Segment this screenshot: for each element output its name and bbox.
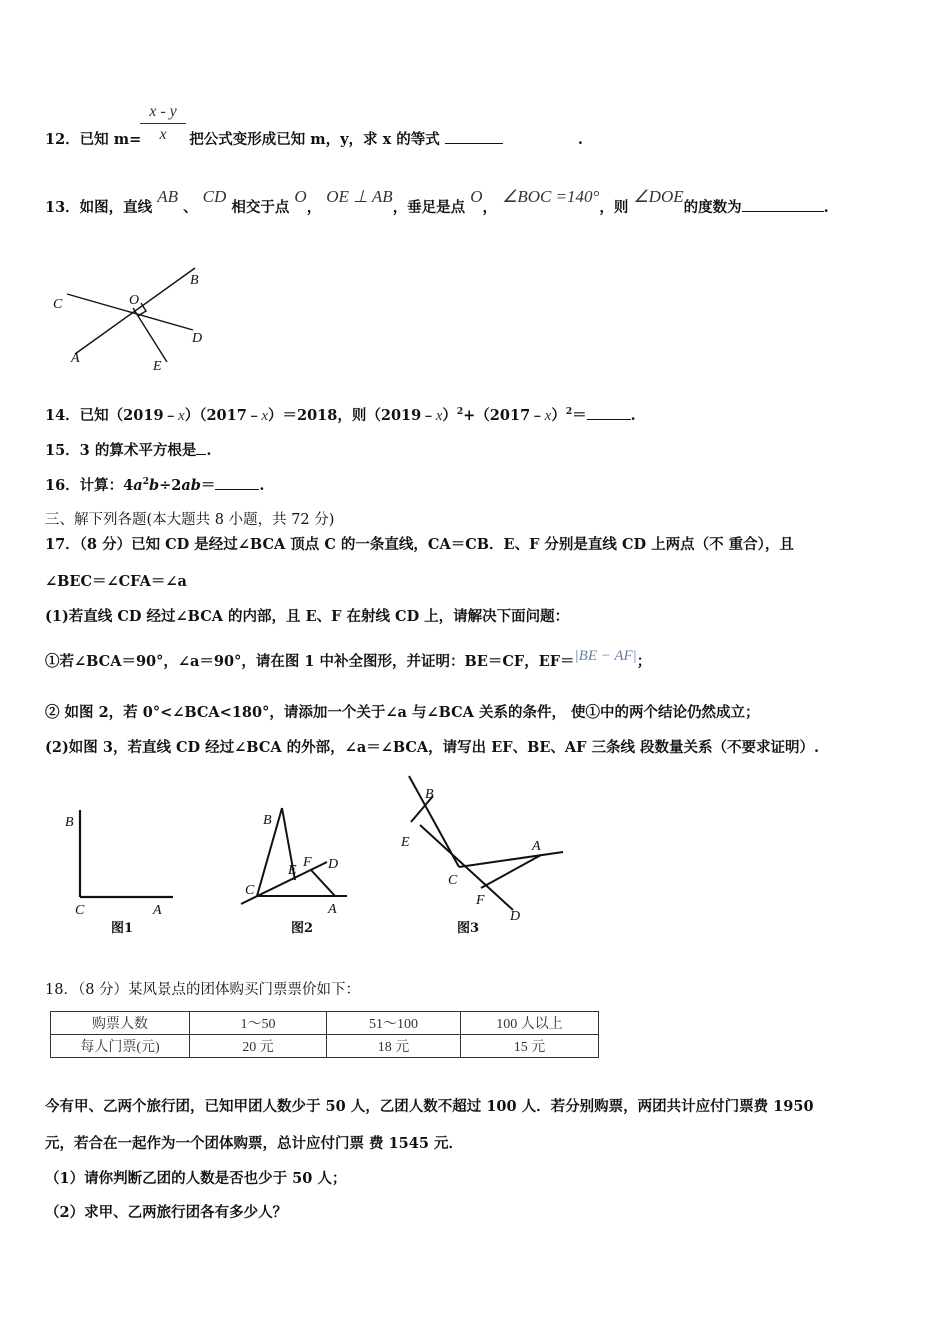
- q13-prefix: 13．如图，直线: [45, 199, 153, 216]
- q16-b: b: [148, 477, 160, 494]
- fig2-label-b: B: [263, 813, 272, 828]
- q14-sq1: 2: [456, 407, 464, 418]
- fig13-label-a: A: [71, 351, 80, 366]
- q14-x4: x: [544, 408, 552, 424]
- q13-comma2: ，: [482, 199, 498, 216]
- q16-line: [45, 474, 264, 495]
- q16-rest: ÷2: [159, 477, 182, 494]
- fig13-label-e: E: [153, 359, 162, 374]
- q15-answer-blank[interactable]: [196, 454, 206, 455]
- q13-line: [45, 187, 829, 217]
- q15-text: 15．3 的算术平方根是: [45, 442, 197, 459]
- q14-x2: x: [261, 408, 268, 424]
- fig13-label-c: C: [53, 297, 63, 312]
- q18-paragraph2: 元，若合在一起作为一个团体购票，总计应付门票 费 1545 元．: [45, 1135, 463, 1152]
- fig3-caption: 图3: [457, 921, 480, 936]
- q14-part4: ）: [442, 407, 457, 424]
- q13-answer-blank[interactable]: [742, 211, 824, 212]
- q18-title: 18．（8 分）某风景点的团体购买门票票价如下：: [45, 982, 361, 998]
- fig2-label-f: F: [303, 855, 312, 870]
- q17-figure1: [55, 800, 185, 920]
- table-cell: 51～100: [327, 1012, 461, 1035]
- q17-line6: (2)如图 3，若直线 CD 经过∠BCA 的外部，∠a＝∠BCA，请写出 EF、BE、AF 三条线 段数量关系（不要求证明）.: [45, 739, 820, 756]
- q12-line: [45, 128, 583, 149]
- q14-end: .: [630, 407, 636, 424]
- q12-numerator: x - y: [140, 103, 186, 124]
- q15-line: [45, 439, 211, 460]
- q13-foot: ，垂足是点: [392, 199, 466, 216]
- q14-x1: x: [178, 408, 185, 424]
- q17-line3: (1)若直线 CD 经过∠BCA 的内部，且 E、F 在射线 CD 上，请解决下面问题：: [45, 608, 570, 625]
- q14-answer-blank[interactable]: [587, 419, 631, 420]
- q17-formula: |BE − AF|: [574, 648, 637, 664]
- fig1-label-c: C: [75, 903, 85, 918]
- q18-subquestion1: （1）请你判断乙团的人数是否也少于 50 人；: [45, 1170, 347, 1187]
- q17-line4-text: ①若∠BCA＝90°，∠a＝90°，请在图 1 中补全图形，并证明：BE＝CF，EF＝: [45, 653, 575, 670]
- q12-prefix: 12．已知 m=: [45, 131, 142, 148]
- table-cell: 18 元: [327, 1035, 461, 1058]
- q13-figure: [45, 262, 215, 374]
- section3-heading: 三、解下列各题(本大题共 8 小题，共 72 分): [45, 512, 335, 528]
- q14-part6: ）: [551, 407, 566, 424]
- q16-eq: ＝: [200, 477, 216, 494]
- fig3-label-e: E: [401, 835, 410, 850]
- fig2-label-e: E: [288, 863, 297, 878]
- q13-comma1: ，: [306, 199, 322, 216]
- fig1-label-b: B: [65, 815, 74, 830]
- q13-line-ab: AB: [157, 187, 179, 206]
- q17-line4: [45, 650, 651, 671]
- q14-part3: ）＝2018，则（2019﹣: [268, 407, 436, 424]
- q16-a: a: [133, 477, 143, 494]
- fig13-label-d: D: [192, 331, 203, 346]
- fig3-label-d: D: [510, 909, 521, 924]
- q12-middle: 把公式变形成已知 m，y，求 x 的等式: [189, 131, 440, 148]
- fig3-line-ca: [459, 852, 563, 867]
- q17-line1: 17．（8 分）已知 CD 是经过∠BCA 顶点 C 的一条直线，CA＝CB．E、F 分别是直线 CD 上两点（不 重合），且: [45, 536, 794, 553]
- q13-perp: OE ⊥ AB: [326, 187, 393, 206]
- fig3-line-cb: [409, 776, 459, 867]
- fig1-caption: 图1: [111, 921, 134, 936]
- q15-end: .: [206, 442, 212, 459]
- q12-end: .: [577, 131, 583, 148]
- fig3-label-a: A: [532, 839, 541, 854]
- table-cell: 20 元: [190, 1035, 327, 1058]
- table-cell: 购票人数: [51, 1012, 190, 1035]
- q16-ab: ab: [181, 477, 201, 494]
- fig1-label-a: A: [153, 903, 162, 918]
- q14-part7: ＝: [572, 407, 587, 424]
- q13-intersect: 相交于点: [231, 199, 290, 216]
- q16-prefix: 16．计算：4: [45, 477, 134, 494]
- q13-angle-boc: ∠BOC =140°: [502, 187, 600, 206]
- q13-angle-doe: ∠DOE: [633, 187, 684, 206]
- table-cell: 100 人以上: [461, 1012, 599, 1035]
- q18-price-table: [50, 1011, 599, 1058]
- fig3-label-f: F: [476, 893, 485, 908]
- q13-end: .: [823, 199, 829, 216]
- table-row: [51, 1035, 599, 1058]
- q13-ask: 的度数为: [683, 199, 742, 216]
- q13-then: ，则: [599, 199, 629, 216]
- q13-sep: 、: [183, 199, 198, 216]
- fig2-caption: 图2: [291, 921, 314, 936]
- q13-line-cd: CD: [202, 187, 227, 206]
- q16-end: .: [259, 477, 265, 494]
- q14-part2: ）（2017﹣: [184, 407, 262, 424]
- q17-figure3: [395, 770, 575, 930]
- q12-answer-blank[interactable]: [445, 143, 503, 144]
- q13-point-o1: O: [294, 187, 307, 206]
- q14-part5: +（2017﹣: [463, 407, 545, 424]
- fig3-label-c: C: [448, 873, 458, 888]
- q14-x3: x: [435, 408, 443, 424]
- q18-subquestion2: （2）求甲、乙两旅行团各有多少人？: [45, 1204, 288, 1221]
- fig3-label-b: B: [425, 787, 434, 802]
- table-row: [51, 1012, 599, 1035]
- q12-denominator: x: [159, 126, 167, 143]
- fig2-label-d: D: [328, 857, 339, 872]
- fig3-line-cd: [420, 825, 513, 910]
- fig2-line-fa: [311, 870, 335, 896]
- fig2-label-c: C: [245, 883, 255, 898]
- fig13-label-b: B: [190, 273, 199, 288]
- q14-line: [45, 404, 636, 425]
- q17-figure2: [235, 800, 365, 920]
- fig2-label-a: A: [328, 902, 337, 917]
- q18-paragraph1: 今有甲、乙两个旅行团，已知甲团人数少于 50 人，乙团人数不超过 100 人．若分别购票，两团共计应付门票费 1950: [45, 1098, 814, 1115]
- q17-line5: ② 如图 2，若 0°<∠BCA<180°，请添加一个关于∠a 与∠BCA 关系的条件， 使①中的两个结论仍然成立；: [45, 704, 760, 721]
- q16-answer-blank[interactable]: [215, 489, 259, 490]
- q14-sq2: 2: [565, 407, 573, 418]
- q17-line2: ∠BEC＝∠CFA＝∠a: [45, 573, 187, 590]
- fig13-label-o: O: [129, 293, 140, 308]
- table-cell: 15 元: [461, 1035, 599, 1058]
- q13-point-o2: O: [470, 187, 483, 206]
- q16-sq: 2: [142, 477, 149, 488]
- table-cell: 每人门票(元): [51, 1035, 190, 1058]
- q14-part1: 14．已知（2019﹣: [45, 407, 179, 424]
- table-cell: 1～50: [190, 1012, 327, 1035]
- q17-line4-end: ；: [636, 653, 652, 670]
